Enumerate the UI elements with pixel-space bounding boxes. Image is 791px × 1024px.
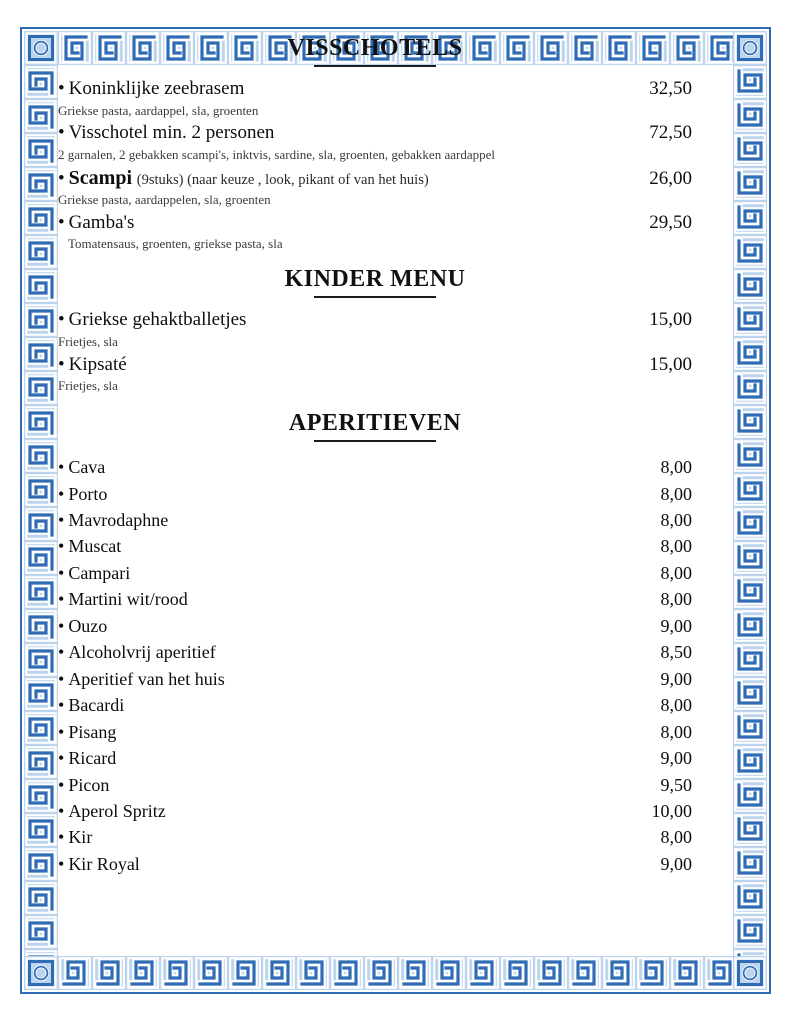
corner-medallion-icon [733, 956, 767, 990]
greek-key-tile [24, 371, 58, 405]
menu-item-row [58, 507, 692, 533]
menu-item-label: Scampi [68, 166, 132, 189]
greek-key-tile [330, 956, 364, 990]
greek-key-tile [24, 609, 58, 643]
menu-item-label: Picon [68, 774, 110, 795]
greek-key-tile [24, 65, 58, 99]
border-band-left [24, 31, 58, 990]
greek-key-tile [24, 303, 58, 337]
greek-key-tile [733, 99, 767, 133]
menu-item-name [58, 121, 274, 145]
greek-key-tile [733, 745, 767, 779]
corner-medallion-icon [733, 31, 767, 65]
greek-key-tile [733, 643, 767, 677]
greek-key-tile [24, 847, 58, 881]
menu-item-label: Pisang [68, 721, 117, 742]
greek-key-tile [24, 405, 58, 439]
greek-key-tile [733, 575, 767, 609]
menu-item-price: 9,50 [660, 774, 692, 795]
greek-key-tile [364, 956, 398, 990]
menu-item-label: Ouzo [68, 615, 108, 636]
greek-key-tile [733, 541, 767, 575]
greek-key-tile [24, 779, 58, 813]
menu-item-row [58, 798, 692, 824]
menu-item-name [58, 560, 130, 586]
greek-key-tile [733, 813, 767, 847]
greek-key-tile [24, 643, 58, 677]
menu-item-name [58, 692, 124, 718]
menu-item-label: Visschotel min. 2 personen [68, 122, 275, 144]
greek-key-tile [194, 956, 228, 990]
greek-key-tile [58, 956, 92, 990]
menu-item-list [58, 77, 692, 253]
greek-key-tile [24, 439, 58, 473]
greek-key-tile [733, 473, 767, 507]
bullet-icon: • [58, 853, 65, 874]
menu-item-price: 8,00 [660, 695, 692, 716]
menu-item-name [58, 772, 109, 798]
greek-key-tile [24, 201, 58, 235]
menu-item-row [58, 77, 692, 101]
menu-item-description: Frietjes, sla [58, 377, 118, 393]
greek-key-tile [670, 956, 704, 990]
menu-item-list [58, 308, 692, 394]
greek-key-tile [24, 711, 58, 745]
bullet-icon: • [58, 668, 65, 689]
menu-item-name [58, 308, 246, 332]
menu-item-row [58, 586, 692, 612]
greek-key-tile [24, 915, 58, 949]
menu-item-name [58, 586, 188, 612]
menu-item-label: Griekse gehaktballetjes [68, 309, 247, 331]
greek-key-tile [733, 405, 767, 439]
section-title-underline [314, 65, 436, 67]
greek-key-tile [733, 167, 767, 201]
menu-item-price: 15,00 [649, 309, 692, 331]
greek-key-tile [733, 677, 767, 711]
section-header [58, 267, 692, 298]
menu-item-price: 8,00 [660, 562, 692, 583]
bullet-icon: • [58, 800, 65, 821]
menu-item-name [58, 166, 429, 192]
menu-item-price: 9,00 [660, 748, 692, 769]
bullet-icon: • [58, 483, 65, 504]
menu-item-row [58, 353, 692, 377]
greek-key-tile [733, 133, 767, 167]
bullet-icon: • [58, 509, 65, 530]
bullet-icon: • [58, 167, 65, 189]
greek-key-tile [733, 65, 767, 99]
menu-item-price: 10,00 [651, 800, 692, 821]
menu-item-description: Griekse pasta, aardappelen, sla, groenten [58, 192, 271, 208]
menu-section [58, 36, 692, 253]
greek-key-tile [500, 956, 534, 990]
greek-key-tile [24, 269, 58, 303]
greek-key-tile [228, 956, 262, 990]
menu-item-price: 8,00 [660, 457, 692, 478]
section-title: VISSCHOTELS [287, 35, 463, 61]
menu-item-name [58, 533, 121, 559]
menu-item-row [58, 613, 692, 639]
greek-key-tile [262, 956, 296, 990]
greek-key-tile [602, 956, 636, 990]
greek-key-tile [733, 507, 767, 541]
bullet-icon: • [58, 721, 65, 742]
menu-item-row [58, 166, 692, 192]
greek-key-tile [733, 881, 767, 915]
menu-item-row [58, 211, 692, 235]
menu-item-price: 8,50 [660, 642, 692, 663]
section-title-underline [314, 296, 436, 298]
bullet-icon: • [58, 642, 65, 663]
greek-key-tile [568, 956, 602, 990]
greek-key-tile [24, 813, 58, 847]
menu-item-label: Ricard [68, 748, 117, 769]
greek-key-tile [733, 371, 767, 405]
section-header [58, 36, 692, 67]
menu-item-price: 9,00 [660, 615, 692, 636]
menu-item-name [58, 211, 134, 235]
greek-key-tile [24, 575, 58, 609]
bullet-icon: • [58, 212, 65, 234]
bullet-icon: • [58, 748, 65, 769]
menu-item-name [58, 454, 105, 480]
bullet-icon: • [58, 827, 65, 848]
greek-key-tile [733, 201, 767, 235]
greek-key-tile [24, 167, 58, 201]
greek-key-tile [733, 711, 767, 745]
greek-key-tile [24, 473, 58, 507]
greek-key-tile [24, 99, 58, 133]
greek-key-tile [733, 235, 767, 269]
menu-item-row [58, 639, 692, 665]
menu-item-row [58, 772, 692, 798]
menu-item-row [58, 692, 692, 718]
greek-key-tile [733, 847, 767, 881]
greek-key-tile [733, 609, 767, 643]
menu-item-name [58, 507, 168, 533]
menu-section [58, 411, 692, 877]
menu-item-name [58, 613, 107, 639]
menu-item-price: 8,00 [660, 827, 692, 848]
menu-item-row [58, 121, 692, 145]
menu-item-name [58, 719, 116, 745]
menu-item-list [58, 454, 692, 877]
menu-item-label: Cava [68, 457, 106, 478]
menu-item-label: Aperitief van het huis [68, 668, 225, 689]
menu-item-description: 2 garnalen, 2 gebakken scampi's, inktvis, sardine, sla, groenten, gebakken aardappel [58, 146, 495, 162]
menu-item-label: Porto [68, 483, 108, 504]
greek-key-tile [24, 337, 58, 371]
bullet-icon: • [58, 309, 65, 331]
menu-item-row [58, 481, 692, 507]
greek-key-tile [733, 915, 767, 949]
bullet-icon: • [58, 562, 65, 583]
corner-medallion-icon [24, 31, 58, 65]
menu-item-name [58, 824, 92, 850]
menu-item-row [58, 533, 692, 559]
menu-item-name [58, 353, 127, 377]
menu-item-label: Martini wit/rood [68, 589, 188, 610]
menu-item-description: Griekse pasta, aardappel, sla, groenten [58, 102, 259, 118]
menu-item-row [58, 308, 692, 332]
greek-key-tile [733, 779, 767, 813]
greek-key-tile [636, 956, 670, 990]
bullet-icon: • [58, 536, 65, 557]
greek-key-tile [733, 337, 767, 371]
menu-item-description: Tomatensaus, groenten, griekse pasta, sla [68, 236, 283, 252]
menu-item-row [58, 454, 692, 480]
menu-item-row [58, 851, 692, 877]
menu-item-row [58, 824, 692, 850]
greek-key-tile [24, 507, 58, 541]
menu-item-price: 8,00 [660, 483, 692, 504]
menu-item-name [58, 666, 225, 692]
menu-item-price: 29,50 [649, 212, 692, 234]
bullet-icon: • [58, 353, 65, 375]
greek-key-tile [24, 677, 58, 711]
menu-item-name [58, 481, 107, 507]
bullet-icon: • [58, 457, 65, 478]
menu-item-name [58, 77, 244, 101]
menu-item-price: 32,50 [649, 78, 692, 100]
greek-key-tile [24, 133, 58, 167]
greek-key-tile [466, 956, 500, 990]
greek-key-tile [398, 956, 432, 990]
menu-item-qualifier: (9stuks) (naar keuze , look, pikant of van het huis) [136, 171, 429, 188]
greek-key-tile [24, 541, 58, 575]
greek-key-tile [92, 956, 126, 990]
menu-item-row [58, 560, 692, 586]
greek-key-tile [24, 745, 58, 779]
greek-key-tile [160, 956, 194, 990]
bullet-icon: • [58, 589, 65, 610]
menu-item-name [58, 851, 140, 877]
menu-item-label: Bacardi [68, 695, 125, 716]
menu-item-label: Koninklijke zeebrasem [68, 78, 245, 100]
menu-item-label: Kipsaté [68, 353, 127, 375]
menu-item-label: Muscat [68, 536, 122, 557]
greek-key-tile [432, 956, 466, 990]
section-title: KINDER MENU [284, 266, 466, 293]
menu-item-price: 8,00 [660, 589, 692, 610]
bullet-icon: • [58, 78, 65, 100]
menu-item-label: Kir Royal [68, 853, 140, 874]
menu-item-price: 9,00 [660, 853, 692, 874]
border-band-bottom [24, 956, 767, 990]
greek-key-tile [733, 439, 767, 473]
greek-key-tile [296, 956, 330, 990]
greek-key-tile [126, 956, 160, 990]
menu-item-description: Frietjes, sla [58, 333, 118, 349]
bullet-icon: • [58, 774, 65, 795]
menu-item-price: 72,50 [649, 122, 692, 144]
menu-item-label: Aperol Spritz [68, 800, 166, 821]
menu-item-price: 8,00 [660, 721, 692, 742]
menu-item-price: 8,00 [660, 536, 692, 557]
bullet-icon: • [58, 122, 65, 144]
border-band-right [733, 31, 767, 990]
menu-item-row [58, 745, 692, 771]
menu-item-label: Mavrodaphne [68, 509, 169, 530]
menu-item-label: Alcoholvrij aperitief [68, 642, 216, 663]
greek-key-tile [733, 269, 767, 303]
menu-item-name [58, 745, 116, 771]
menu-item-row [58, 719, 692, 745]
menu-section [58, 267, 692, 395]
menu-item-label: Gamba's [68, 212, 135, 234]
menu-item-row [58, 666, 692, 692]
section-header [58, 411, 692, 442]
bullet-icon: • [58, 695, 65, 716]
menu-item-price: 8,00 [660, 509, 692, 530]
menu-item-label: Kir [68, 827, 93, 848]
menu-item-label: Campari [68, 562, 131, 583]
menu-item-name [58, 639, 216, 665]
menu-item-price: 15,00 [649, 353, 692, 375]
menu-item-price: 26,00 [649, 167, 692, 189]
menu-content [58, 36, 692, 877]
greek-key-tile [733, 303, 767, 337]
corner-medallion-icon [24, 956, 58, 990]
menu-item-name [58, 798, 166, 824]
section-title: APERITIEVEN [288, 409, 462, 436]
greek-key-tile [24, 881, 58, 915]
menu-item-price: 9,00 [660, 668, 692, 689]
bullet-icon: • [58, 615, 65, 636]
section-title-underline [314, 440, 436, 442]
greek-key-tile [534, 956, 568, 990]
greek-key-tile [24, 235, 58, 269]
